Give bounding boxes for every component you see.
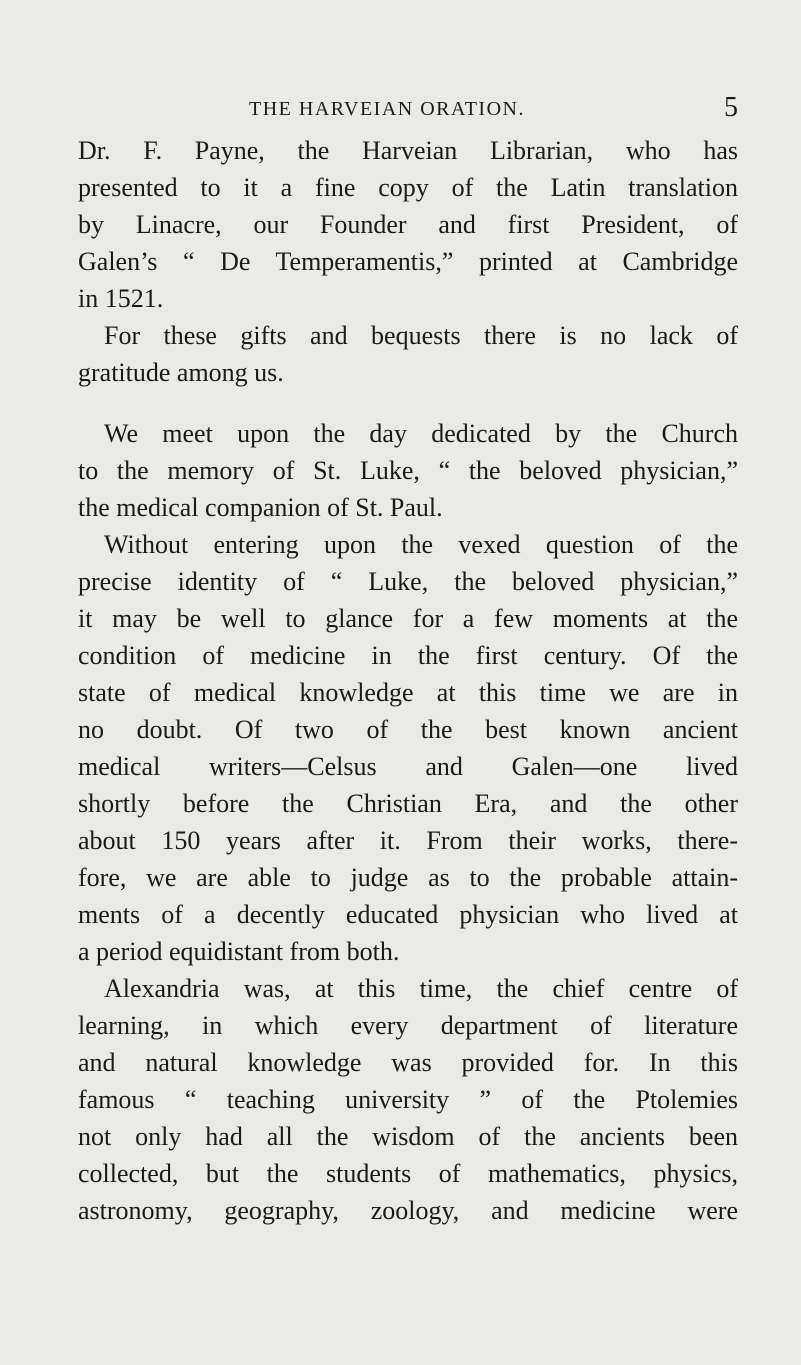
text-line: a period equidistant from both.: [78, 937, 400, 966]
text-line: Alexandria was, at this time, the chief centre of: [104, 974, 738, 1003]
text-line: fore, we are able to judge as to the probable attain-: [78, 863, 738, 892]
text-line: medical writers—Celsus and Galen—one lived: [78, 752, 738, 781]
paragraph: [78, 415, 738, 526]
text-line: by Linacre, our Founder and first President, of: [78, 210, 738, 239]
text-line: state of medical knowledge at this time we are in: [78, 678, 738, 707]
paragraph: [78, 970, 738, 1229]
text-line: precise identity of “ Luke, the beloved physician,”: [78, 567, 738, 596]
page-header: [78, 92, 738, 132]
paragraph: [78, 132, 738, 317]
text-line: Without entering upon the vexed question of the: [104, 530, 738, 559]
text-line: the medical companion of St. Paul.: [78, 493, 443, 522]
text-line: to the memory of St. Luke, “ the beloved physician,”: [78, 456, 738, 485]
text-line: ments of a decently educated physician who lived at: [78, 900, 738, 929]
paragraph: [78, 317, 738, 391]
text-line: Galen’s “ De Temperamentis,” printed at Cambridge: [78, 247, 738, 276]
text-line: astronomy, geography, zoology, and medicine were: [78, 1196, 738, 1225]
text-line: condition of medicine in the first century. Of the: [78, 641, 738, 670]
text-line: in 1521.: [78, 284, 164, 313]
text-line: about 150 years after it. From their works, there-: [78, 826, 738, 855]
text-line: Dr. F. Payne, the Harveian Librarian, who has: [78, 136, 738, 165]
text-line: For these gifts and bequests there is no lack of: [104, 321, 738, 350]
text-line: and natural knowledge was provided for. In this: [78, 1048, 738, 1077]
text-line: We meet upon the day dedicated by the Church: [104, 419, 738, 448]
text-line: famous “ teaching university ” of the Ptolemies: [78, 1085, 738, 1114]
text-line: it may be well to glance for a few moments at the: [78, 604, 738, 633]
page-number: 5: [724, 92, 738, 123]
body-text: [78, 132, 738, 1229]
text-line: learning, in which every department of literature: [78, 1011, 738, 1040]
paragraph: [78, 526, 738, 970]
text-line: gratitude among us.: [78, 358, 284, 387]
text-line: collected, but the students of mathematics, physics,: [78, 1159, 738, 1188]
paragraph-gap: [78, 391, 738, 415]
text-line: presented to it a fine copy of the Latin translation: [78, 173, 738, 202]
text-line: shortly before the Christian Era, and the other: [78, 789, 738, 818]
running-head: THE HARVEIAN ORATION.: [249, 98, 525, 120]
text-line: no doubt. Of two of the best known ancient: [78, 715, 738, 744]
text-line: not only had all the wisdom of the ancients been: [78, 1122, 738, 1151]
